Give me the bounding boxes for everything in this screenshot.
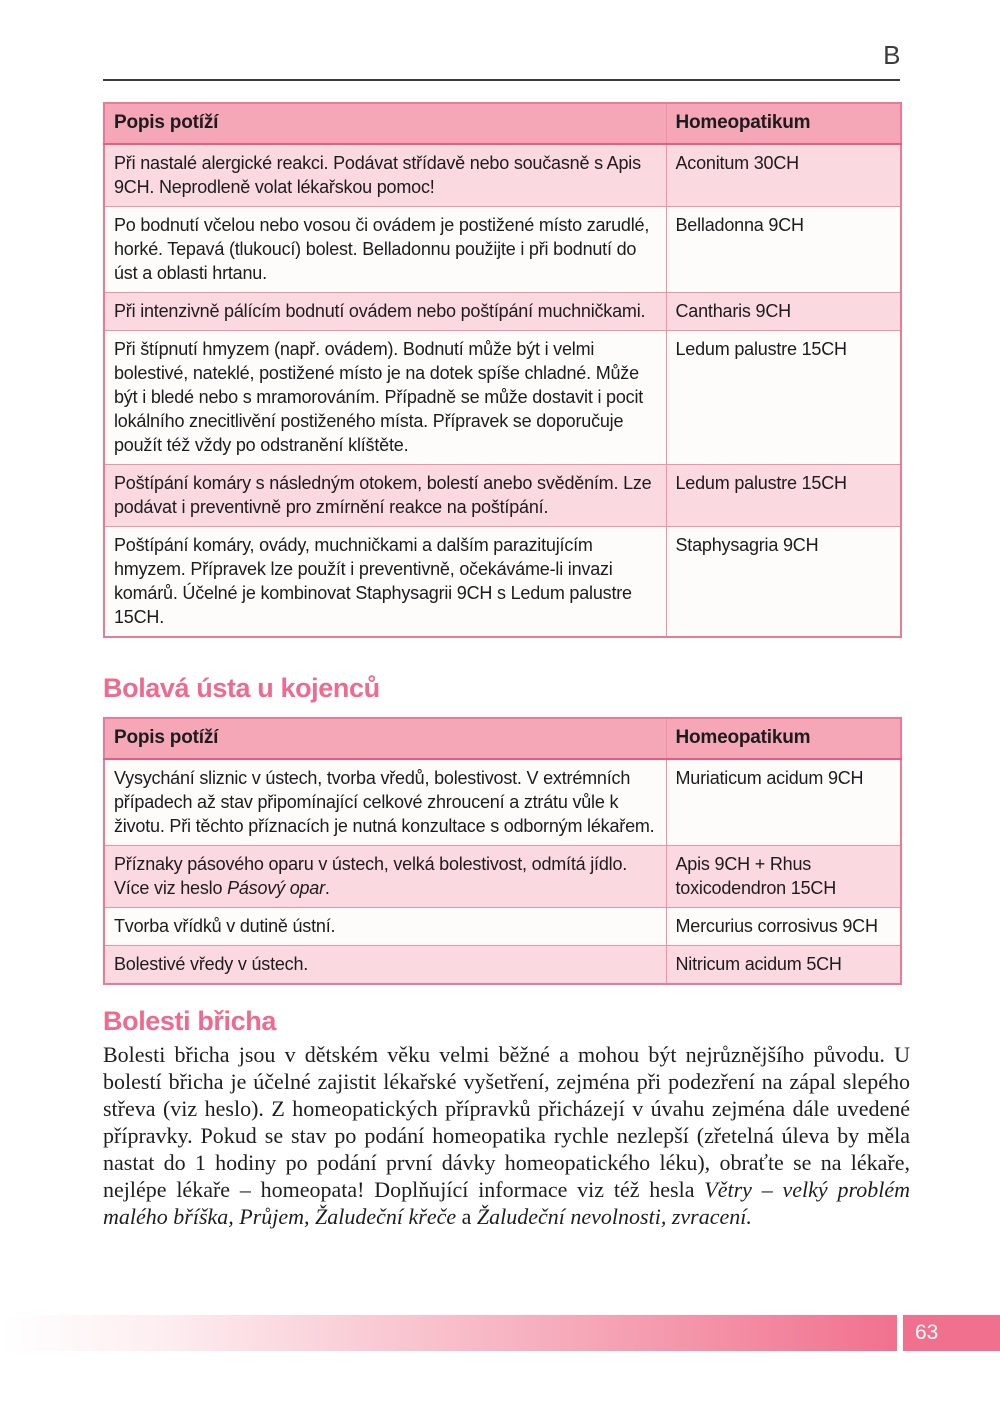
table-header-row xyxy=(104,103,901,144)
symptom-cell: Vysychání sliznic v ústech, tvorba vředů, bolestivost. V extrémních případech až stav připomínající celkové zhroucení a ztrátu vůle k životu. Při těchto příznacích je nutná konzultace s odborným lékařem. xyxy=(104,759,666,846)
section-title-bolava-usta: Bolavá ústa u kojenců xyxy=(103,673,380,703)
page-number-block xyxy=(903,1315,1000,1351)
table-row xyxy=(104,144,901,207)
symptom-cell: Poštípání komáry s následným otokem, bolestí anebo svěděním. Lze podávat i preventivně pro zmírnění reakce na poštípání. xyxy=(104,465,666,527)
table-row xyxy=(104,293,901,331)
remedy-cell: Ledum palustre 15CH xyxy=(666,465,901,527)
table-row xyxy=(104,207,901,293)
symptom-cell: Při nastalé alergické reakci. Podávat střídavě nebo současně s Apis 9CH. Neprodleně volat lékařskou pomoc! xyxy=(104,144,666,207)
remedy-cell: Nitricum acidum 5CH xyxy=(666,946,901,985)
symptom-cell: Poštípání komáry, ovády, muchničkami a dalším parazitujícím hmyzem. Přípravek lze použít i preventivně, očekáváme-li invazi komárů. Účelné je kombinovat Staphysagrii 9CH s Ledum palustre 15CH. xyxy=(104,527,666,638)
footer-gradient xyxy=(0,1315,897,1351)
table-row xyxy=(104,465,901,527)
table-row xyxy=(104,908,901,946)
column-header-popis: Popis potíží xyxy=(104,718,666,759)
table-row xyxy=(104,331,901,465)
sore-mouth-table xyxy=(103,717,902,985)
page-number: 63 xyxy=(915,1321,939,1344)
symptom-cell: Po bodnutí včelou nebo vosou či ovádem je postižené místo zarudlé, horké. Tepavá (tlukoucí) bolest. Belladonnu použijte i při bodnutí do úst a oblasti hrtanu. xyxy=(104,207,666,293)
section-letter: B xyxy=(883,40,900,70)
header-rule xyxy=(103,79,900,81)
table-header-row xyxy=(104,718,901,759)
remedy-cell: Aconitum 30CH xyxy=(666,144,901,207)
table-row xyxy=(104,946,901,985)
remedy-cell: Apis 9CH + Rhus toxicodendron 15CH xyxy=(666,846,901,908)
table-row xyxy=(104,846,901,908)
remedy-cell: Mercurius corrosivus 9CH xyxy=(666,908,901,946)
column-header-homeopatikum: Homeopatikum xyxy=(666,103,901,144)
insect-bites-table xyxy=(103,102,902,638)
footer-bar xyxy=(0,1315,1000,1351)
body-paragraph: Bolesti břicha jsou v dětském věku velmi běžné a mohou být nejrůznějšího původu. U bolestí břicha je účelné zajistit lékařské vyšetření, zejména při podezření na zápal slepého střeva (viz heslo). Z homeopatických přípravků přicházejí v úvahu zejména dále uvedené přípravky. Pokud se stav po podání homeopatika rychle nezlepší (zřetelná úleva by měla nastat do 1 hodiny po podání první dávky homeopatického léku), obraťte se na lékaře, nejlépe lékaře – homeopata! Doplňující informace viz též hesla Větry – velký problém malého bříška, Průjem, Žaludeční křeče a Žaludeční nevolnosti, zvracení. xyxy=(103,1042,910,1229)
section-title-bolesti-bricha: Bolesti břicha xyxy=(103,1006,276,1036)
remedy-cell: Ledum palustre 15CH xyxy=(666,331,901,465)
remedy-cell: Cantharis 9CH xyxy=(666,293,901,331)
column-header-popis: Popis potíží xyxy=(104,103,666,144)
symptom-cell: Příznaky pásového oparu v ústech, velká bolestivost, odmítá jídlo. Více viz heslo Pásový opar. xyxy=(104,846,666,908)
table-row xyxy=(104,759,901,846)
symptom-cell: Tvorba vřídků v dutině ústní. xyxy=(104,908,666,946)
symptom-cell: Bolestivé vředy v ústech. xyxy=(104,946,666,985)
remedy-cell: Staphysagria 9CH xyxy=(666,527,901,638)
remedy-cell: Belladonna 9CH xyxy=(666,207,901,293)
symptom-cell: Při intenzivně pálícím bodnutí ovádem nebo poštípání muchničkami. xyxy=(104,293,666,331)
column-header-homeopatikum: Homeopatikum xyxy=(666,718,901,759)
remedy-cell: Muriaticum acidum 9CH xyxy=(666,759,901,846)
table-row xyxy=(104,527,901,638)
symptom-cell: Při štípnutí hmyzem (např. ovádem). Bodnutí může být i velmi bolestivé, nateklé, postižené místo je na dotek spíše chladné. Může být i bledé nebo s mramorováním. Případně se může dostavit i pocit lokálního znecitlivění postiženého místa. Přípravek se doporučuje použít též vždy po odstranění klíštěte. xyxy=(104,331,666,465)
